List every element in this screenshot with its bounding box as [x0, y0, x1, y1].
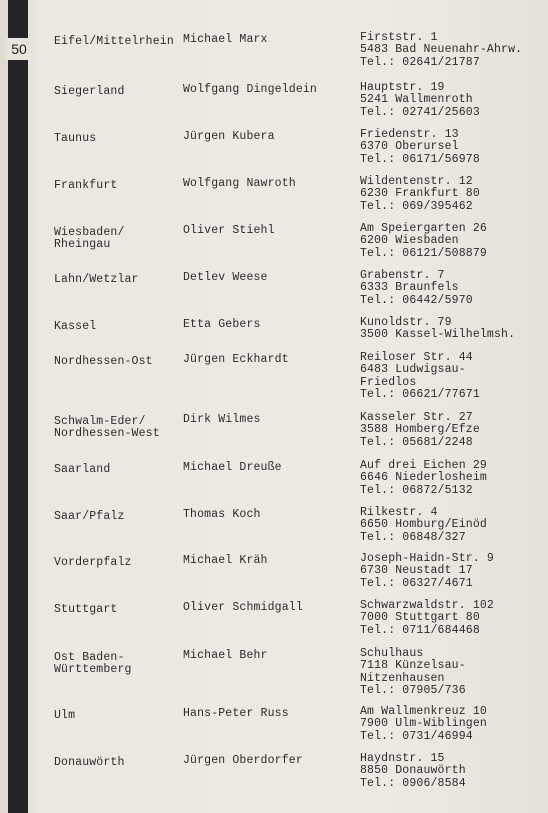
contact-person: Jürgen Eckhardt [183, 353, 289, 366]
address-line: Firststr. 1 [360, 31, 438, 44]
region-line: Taunus [54, 132, 97, 145]
contact-person: Oliver Schmidgall [183, 601, 303, 614]
region-line: Ulm [54, 709, 76, 722]
contact-person: Oliver Stiehl [183, 224, 275, 237]
address-line: Schulhaus [360, 647, 424, 660]
contact-person: Etta Gebers [183, 318, 261, 331]
address-line: Kasseler Str. 27 [360, 411, 473, 424]
address-line: Reiloser Str. 44 [360, 351, 473, 364]
region-line: Nordhessen-Ost [54, 355, 153, 368]
contact-person: Michael Marx [183, 33, 268, 46]
address-line: Kunoldstr. 79 [360, 316, 452, 329]
page-number: 50 [6, 38, 32, 60]
contact-address [360, 553, 494, 590]
contact-address [360, 600, 494, 637]
address-line: 6230 Frankfurt 80 [360, 187, 480, 201]
contact-person: Dirk Wilmes [183, 413, 261, 426]
address-line: 8850 Donauwörth [360, 764, 466, 778]
contact-person: Jürgen Oberdorfer [183, 754, 303, 767]
region-name [54, 557, 132, 569]
region-name [54, 652, 132, 677]
address-line: 6200 Wiesbaden [360, 234, 459, 248]
region-name [54, 356, 153, 368]
contact-address [360, 32, 522, 69]
phone-number: Tel.: 0731/46994 [360, 729, 473, 743]
contact-address [360, 648, 466, 698]
region-line: Saar/Pfalz [54, 510, 125, 523]
address-line: 5483 Bad Neuenahr-Ahrw. [360, 43, 523, 57]
address-line: 7000 Stuttgart 80 [360, 611, 480, 625]
address-line: Haydnstr. 15 [360, 752, 445, 765]
contact-person: Michael Dreuße [183, 461, 282, 474]
phone-number: Tel.: 0906/8584 [360, 776, 466, 790]
contact-address [360, 129, 480, 166]
contact-person: Jürgen Kubera [183, 130, 275, 143]
phone-number: Tel.: 0711/684468 [360, 623, 480, 637]
region-line: Wiesbaden/ [54, 226, 125, 239]
region-name [54, 36, 174, 48]
contact-person: Michael Kräh [183, 554, 268, 567]
address-line: 3500 Kassel-Wilhelmsh. [360, 328, 516, 342]
address-line: Schwarzwaldstr. 102 [360, 599, 494, 612]
contact-person: Wolfgang Dingeldein [183, 83, 317, 96]
address-line: Hauptstr. 19 [360, 81, 445, 94]
phone-number: Tel.: 06848/327 [360, 530, 466, 544]
phone-number: Tel.: 06872/5132 [360, 483, 473, 497]
address-line: Nitzenhausen [360, 671, 445, 685]
address-line: 5241 Wallmenroth [360, 93, 473, 107]
address-line: 6646 Niederlosheim [360, 471, 487, 485]
address-line: 6730 Neustadt 17 [360, 564, 473, 578]
phone-number: Tel.: 02741/25603 [360, 105, 480, 119]
region-line: Donauwörth [54, 756, 125, 769]
region-line: Württemberg [54, 663, 132, 677]
phone-number: Tel.: 02641/21787 [360, 55, 480, 69]
region-line: Frankfurt [54, 179, 118, 192]
region-name [54, 86, 125, 98]
phone-number: Tel.: 06442/5970 [360, 293, 473, 307]
address-line: 6333 Braunfels [360, 281, 459, 295]
contact-address [360, 706, 487, 743]
address-line: Rilkestr. 4 [360, 506, 438, 519]
region-name [54, 511, 125, 523]
address-line: Auf drei Eichen 29 [360, 459, 487, 472]
contact-address [360, 176, 480, 213]
address-line: Joseph-Haidn-Str. 9 [360, 552, 494, 565]
address-line: Am Speiergarten 26 [360, 222, 487, 235]
phone-number: Tel.: 06171/56978 [360, 152, 480, 166]
region-line: Eifel/Mittelrhein [54, 35, 174, 48]
region-name [54, 133, 96, 145]
region-line: Siegerland [54, 85, 125, 98]
contact-address [360, 82, 480, 119]
address-line: Am Wallmenkreuz 10 [360, 705, 487, 718]
contact-person: Michael Behr [183, 649, 268, 662]
region-line: Ost Baden- [54, 651, 125, 664]
contact-address [360, 507, 487, 544]
region-name [54, 274, 139, 286]
contact-address [360, 352, 480, 402]
address-line: 3588 Homberg/Efze [360, 423, 480, 437]
region-name [54, 321, 96, 333]
phone-number: Tel.: 05681/2248 [360, 435, 473, 449]
address-line: 6650 Homburg/Einöd [360, 518, 487, 532]
contact-address [360, 753, 466, 790]
region-name [54, 416, 160, 441]
contact-address [360, 317, 515, 342]
region-line: Rheingau [54, 238, 111, 252]
address-line: Friedenstr. 13 [360, 128, 459, 141]
region-name [54, 604, 117, 616]
region-line: Lahn/Wetzlar [54, 273, 139, 286]
binding-spine [8, 0, 28, 813]
region-line: Kassel [54, 320, 97, 333]
region-name [54, 757, 125, 769]
contact-address [360, 412, 480, 449]
address-line: 6483 Ludwigsau- [360, 363, 466, 377]
contact-person: Wolfgang Nawroth [183, 177, 296, 190]
address-line: 7900 Ulm-Wiblingen [360, 717, 487, 731]
address-line: Friedlos [360, 375, 417, 389]
phone-number: Tel.: 06121/508879 [360, 246, 487, 260]
address-line: Grabenstr. 7 [360, 269, 445, 282]
region-name [54, 180, 117, 192]
contact-address [360, 270, 473, 307]
phone-number: Tel.: 069/395462 [360, 199, 473, 213]
phone-number: Tel.: 06621/77671 [360, 388, 480, 402]
contact-address [360, 460, 487, 497]
region-line: Vorderpfalz [54, 556, 132, 569]
address-line: 6370 Oberursel [360, 140, 459, 154]
address-line: Wildentenstr. 12 [360, 175, 473, 188]
address-line: 7118 Künzelsau- [360, 659, 466, 673]
phone-number: Tel.: 06327/4671 [360, 576, 473, 590]
contact-person: Thomas Koch [183, 508, 261, 521]
contact-person: Detlev Weese [183, 271, 268, 284]
region-line: Saarland [54, 463, 111, 476]
region-name [54, 710, 75, 722]
region-line: Nordhessen-West [54, 427, 160, 441]
contact-address [360, 223, 487, 260]
contact-person: Hans-Peter Russ [183, 707, 289, 720]
region-line: Stuttgart [54, 603, 118, 616]
phone-number: Tel.: 07905/736 [360, 684, 466, 698]
region-name [54, 227, 125, 252]
region-name [54, 464, 110, 476]
region-line: Schwalm-Eder/ [54, 415, 146, 428]
